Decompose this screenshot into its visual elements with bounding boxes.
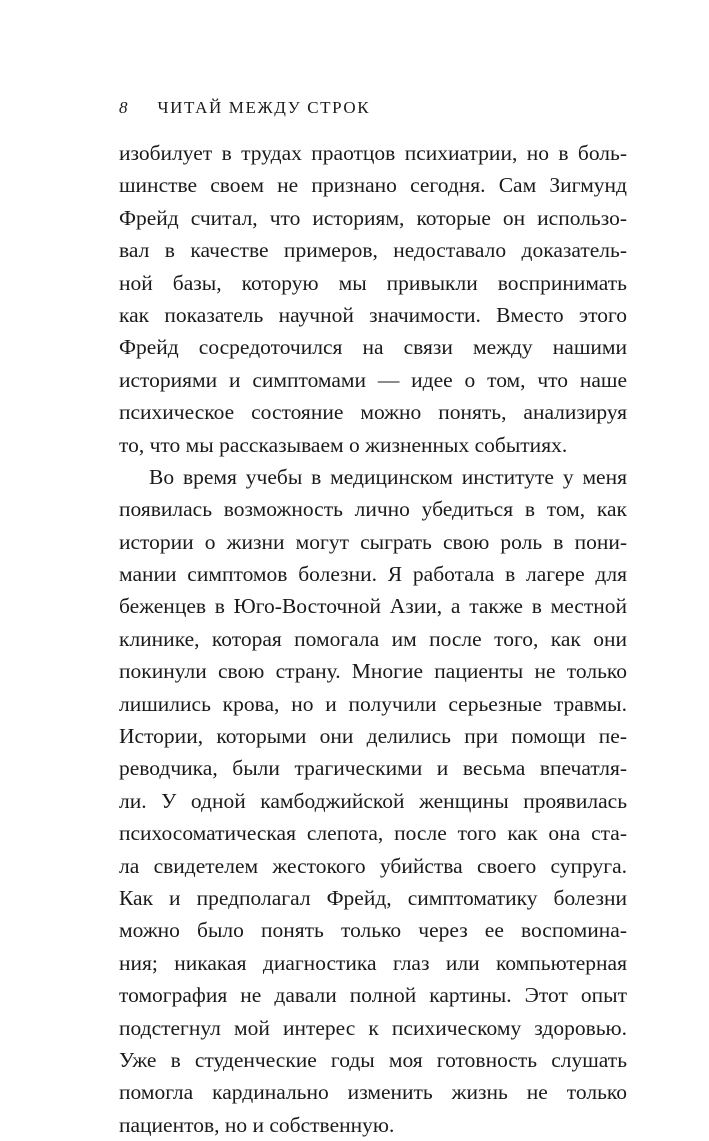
text-line: Уже в студенческие годы моя готовность слушать [119,1047,627,1072]
text-line: ли. У одной камбоджийской женщины проявилась [119,788,627,813]
text-line: Фрейд сосредоточился на связи между нашими [119,335,627,360]
chapter-title: ЧИТАЙ МЕЖДУ СТРОК [157,98,371,117]
text-line: можно было понять только через ее воспомина- [119,918,627,943]
text-line: реводчика, были трагическими и весьма впечатля- [119,756,627,781]
text-line: лишились крова, но и получили серьезные травмы. [119,691,627,716]
paragraph-end-line: то, что мы рассказываем о жизненных событиях. [119,432,568,457]
text-line: ла свидетелем жестокого убийства своего супруга. [119,853,627,878]
text-line: помогла кардинально изменить жизнь не только [119,1080,627,1105]
text-line: Истории, которыми они делились при помощи пе- [119,724,627,749]
paragraph-start-line: Во время учебы в медицинском институте у меня [149,464,627,489]
running-head [119,98,370,122]
text-line: Фрейд считал, что историям, которые он использо- [119,205,627,230]
text-line: изобилует в трудах праотцов психиатрии, но в боль- [119,141,627,165]
text-line: ной базы, которую мы привыкли воспринимать [119,270,627,295]
paragraph-end-line: пациентов, но и собственную. [119,1112,395,1137]
body-text [119,137,627,1141]
text-line: клинике, которая помогала им после того, как они [119,626,627,651]
text-line: ния; никакая диагностика глаз или компьютерная [119,950,627,975]
text-line: появилась возможность лично убедиться в том, как [119,497,627,522]
text-line: психическое состояние можно понять, анализируя [119,400,627,425]
text-line: психосоматическая слепота, после того как она ста- [119,821,627,846]
text-line: историями и симптомами — идее о том, что наше [119,367,627,392]
text-line: истории о жизни могут сыграть свою роль в пони- [119,529,627,554]
text-line: беженцев в Юго-Восточной Азии, а также в местной [119,594,627,619]
text-line: томография не давали полной картины. Этот опыт [119,983,627,1008]
text-line: мании симптомов болезни. Я работала в лагере для [119,562,627,587]
text-line: покинули свою страну. Многие пациенты не только [119,659,627,684]
text-line: подстегнул мой интерес к психическому здоровью. [119,1015,627,1040]
text-line: вал в качестве примеров, недоставало доказатель- [119,238,627,263]
text-line: шинстве своем не признано сегодня. Сам Зигмунд [119,173,627,198]
text-line: как показатель научной значимости. Вместо этого [119,302,627,327]
text-line: Как и предполагал Фрейд, симптоматику болезни [119,885,627,910]
page-number: 8 [119,98,128,117]
